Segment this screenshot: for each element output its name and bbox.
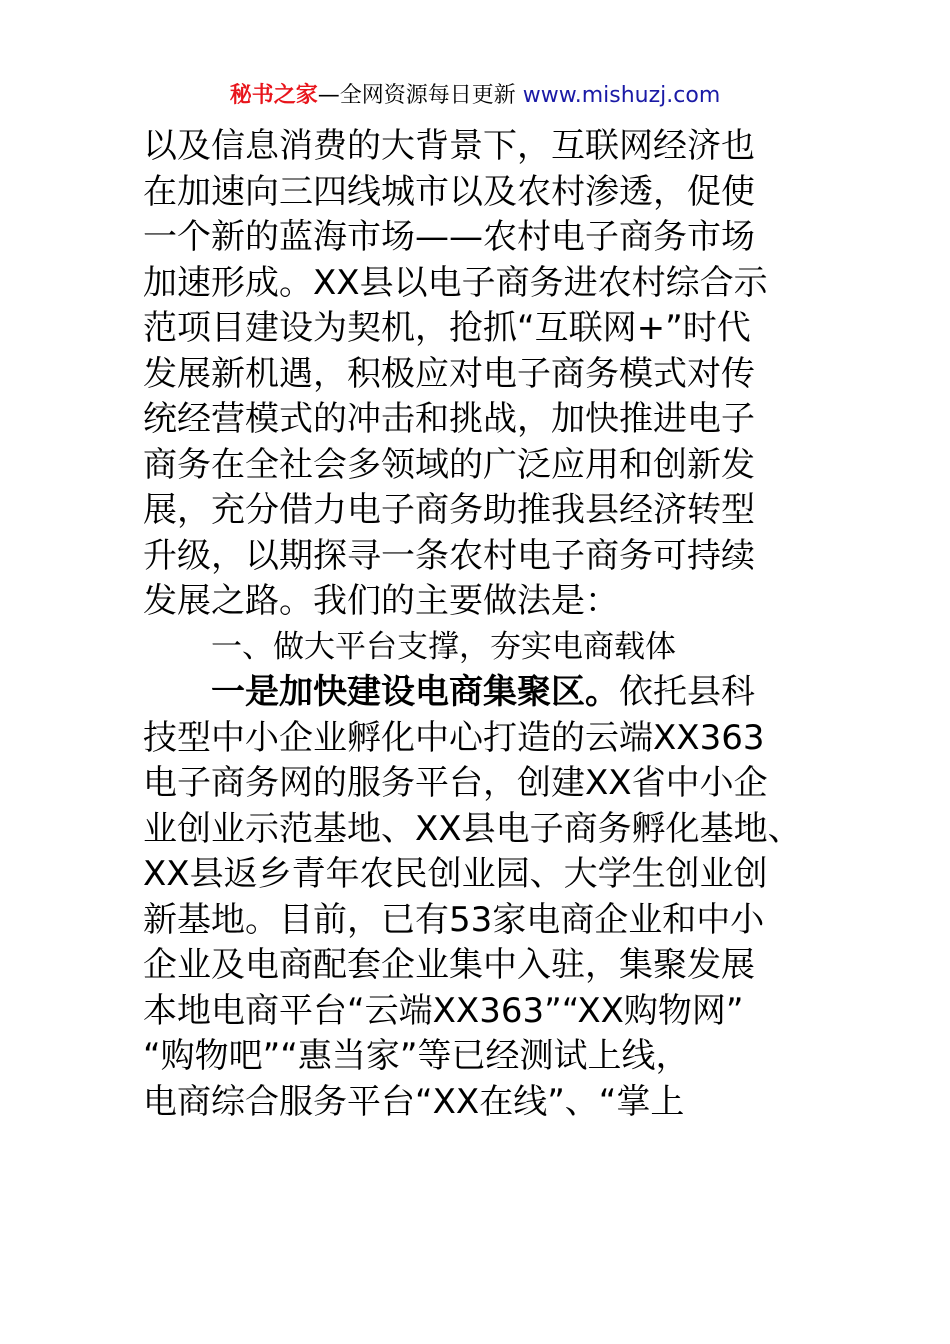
body-line: 新基地。目前，已有53家电商企业和中小 — [143, 899, 765, 940]
body-line: 业创业示范基地、XX县电子商务孵化基地、 — [143, 808, 802, 849]
body-line: 技型中小企业孵化中心打造的云端XX363 — [143, 717, 765, 758]
body-line: 展，充分借力电子商务助推我县经济转型 — [143, 490, 755, 530]
body-line: “购物吧”“惠当家”等已经测试上线， — [143, 1036, 690, 1076]
paragraph-first-rest: 依托县科 — [619, 672, 755, 712]
site-header — [0, 80, 950, 112]
body-line: 商务在全社会多领域的广泛应用和创新发 — [143, 444, 755, 485]
body-line: 加速形成。XX县以电子商务进农村综合示 — [143, 262, 768, 303]
body-line: 以及信息消费的大背景下，互联网经济也 — [143, 126, 755, 166]
document-body — [143, 124, 843, 1125]
brand-name: 秘书之家 — [229, 83, 318, 108]
body-line: 电商综合服务平台“XX在线”、“掌上 — [143, 1081, 685, 1122]
body-line: 电子商务网的服务平台，创建XX省中小企 — [143, 763, 768, 803]
body-line: 升级，以期探寻一条农村电子商务可持续 — [143, 535, 755, 576]
body-line: 企业及电商配套企业集中入驻，集聚发展 — [143, 945, 755, 985]
body-line: 发展新机遇，积极应对电子商务模式对传 — [143, 353, 755, 394]
body-line: XX县返乡青年农民创业园、大学生创业创 — [143, 854, 768, 894]
body-line: 范项目建设为契机，抢抓“互联网+”时代 — [143, 308, 751, 348]
body-line: 本地电商平台“云端XX363”“XX购物网” — [143, 990, 744, 1031]
body-line: 发展之路。我们的主要做法是： — [143, 581, 619, 621]
paragraph-first-line — [143, 670, 843, 716]
body-line: 统经营模式的冲击和挑战，加快推进电子 — [143, 399, 755, 439]
body-line: 在加速向三四线城市以及农村渗透，促使 — [143, 171, 755, 212]
body-line: 一个新的蓝海市场——农村电子商务市场 — [143, 217, 755, 257]
section-heading: 一、做大平台支撑，夯实电商载体 — [211, 628, 676, 665]
site-url-link[interactable]: www.mishuzj.com — [522, 83, 721, 108]
header-tagline: —全网资源每日更新 — [317, 83, 523, 108]
paragraph-lead-bold: 一是加快建设电商集聚区。 — [211, 672, 619, 712]
